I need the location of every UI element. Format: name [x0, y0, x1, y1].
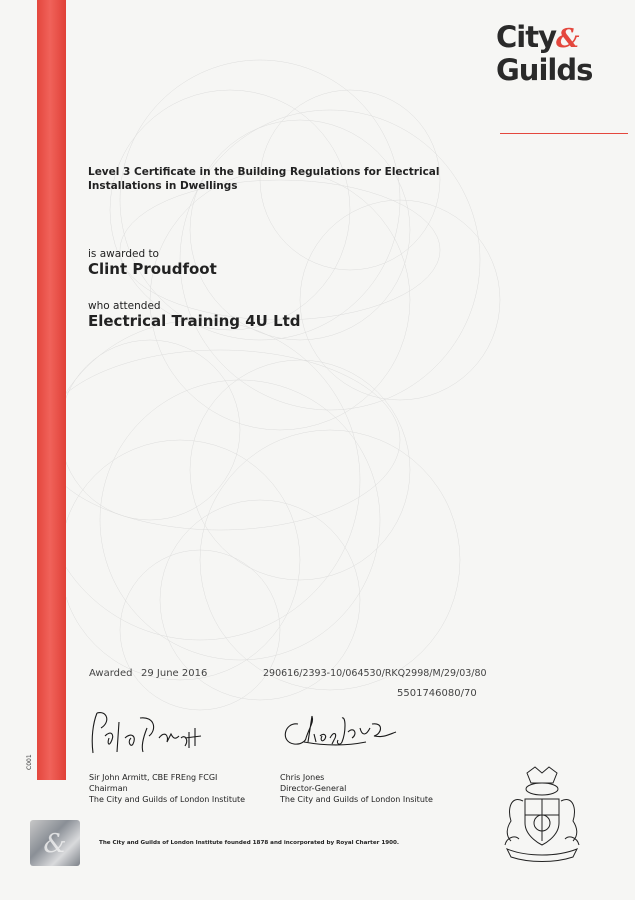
centre-name: Electrical Training 4U Ltd [88, 312, 301, 330]
signature-director-general [276, 712, 406, 752]
city-and-guilds-logo [496, 22, 606, 86]
attended-label: who attended [88, 300, 161, 312]
serial-number: 5501746080/70 [397, 688, 477, 699]
signatory-director-general [280, 772, 433, 805]
hologram-seal [30, 820, 80, 866]
svg-text:&: & [43, 829, 67, 859]
logo-divider [500, 133, 628, 134]
certificate-title: Level 3 Certificate in the Building Regulations for Electrical Installations in Dwellings [88, 166, 440, 192]
recipient-name: Clint Proudfoot [88, 260, 217, 278]
reference-number: 290616/2393-10/064530/RKQ2998/M/29/03/80 [263, 668, 487, 679]
director-name: Chris Jones [280, 773, 325, 782]
coat-of-arms-crest [497, 765, 587, 865]
awarded-to-label: is awarded to [88, 248, 159, 260]
director-role: Director-General [280, 784, 347, 793]
awarded-label: Awarded [89, 668, 133, 679]
signature-chairman [85, 708, 215, 763]
red-ribbon [37, 0, 66, 780]
logo-ampersand: & [556, 24, 579, 54]
logo-guilds: Guilds [496, 53, 593, 87]
logo-city: City [496, 20, 556, 54]
award-date: 29 June 2016 [141, 668, 208, 679]
director-org: The City and Guilds of London Insitute [280, 795, 433, 804]
chairman-role: Chairman [89, 784, 128, 793]
signatory-chairman [89, 772, 245, 805]
chairman-org: The City and Guilds of London Institute [89, 795, 246, 804]
footer-text: The City and Guilds of London Institute founded 1878 and incorporated by Royal Charter 1900. [99, 840, 400, 846]
chairman-name: Sir John Armitt, CBE FREng FCGI [89, 773, 218, 782]
certificate-side-code: C001 [26, 754, 33, 770]
